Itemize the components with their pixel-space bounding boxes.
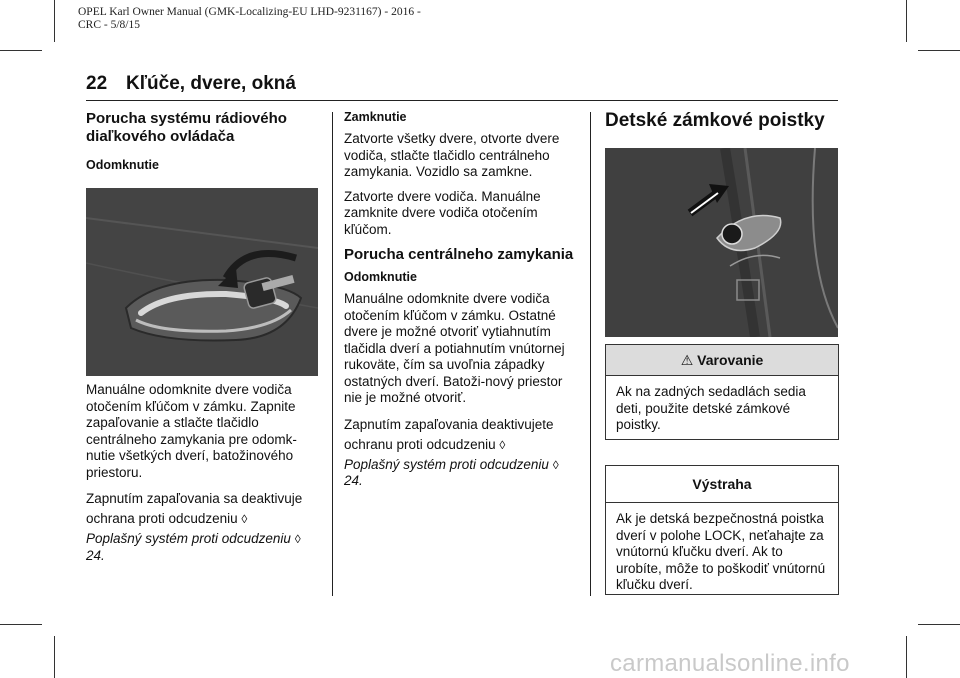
warning-title: Varovanie bbox=[697, 352, 764, 368]
column-divider bbox=[590, 112, 591, 596]
page-reference-icon: ◊ bbox=[294, 532, 301, 546]
child-lock-illustration bbox=[605, 148, 838, 337]
document-metadata bbox=[78, 6, 421, 32]
crop-mark bbox=[0, 624, 42, 625]
paragraph: Zatvorte všetky dvere, otvorte dvere vodiča, stlačte tlačidlo centrálneho zamykania. Vozidlo sa zamkne. bbox=[344, 131, 560, 179]
reference-text: Poplašný systém proti odcudzeniu bbox=[344, 456, 549, 472]
cross-reference-link[interactable] bbox=[86, 531, 322, 564]
paragraph: Manuálne odomknite dvere vodiča otočením kľúčom v zámku. Ostatné dvere je možné otvoriť vytiahnutím tlačidla dverí a potiahnutím vnútornej rukoväte, čím sa uvoľnia západky ostatných dverí. Batoži-nový priestor nie je možné otvoriť. bbox=[344, 291, 565, 405]
caution-box bbox=[605, 465, 839, 595]
reference-page: 24. bbox=[344, 473, 363, 488]
crop-mark bbox=[918, 624, 960, 625]
crop-mark bbox=[54, 0, 55, 42]
warning-text: Ak na zadných sedadlách sedia deti, použite detské zámkové poistky. bbox=[616, 384, 806, 432]
metadata-line: CRC - 5/8/15 bbox=[78, 19, 140, 31]
page-number: 22 bbox=[86, 73, 108, 94]
paragraph-with-reference bbox=[344, 415, 580, 455]
warning-icon: ⚠ bbox=[680, 352, 694, 368]
column-middle bbox=[344, 110, 580, 498]
door-handle-key-illustration bbox=[86, 188, 318, 376]
caution-title: Výstraha bbox=[606, 466, 838, 503]
warning-box bbox=[605, 344, 839, 440]
caution-text: Ak je detská bezpečnostná poistka dverí v polohe LOCK, neťahajte za vnútornú kľučku dverí. Ak to urobíte, môže to poškodiť vnútornú kľučku dverí. bbox=[616, 511, 826, 592]
crop-mark bbox=[918, 50, 960, 51]
subsection-heading: Zamknutie bbox=[344, 110, 407, 124]
section-heading: Porucha systému rádiového diaľkového ovládača bbox=[86, 110, 287, 145]
crop-mark bbox=[54, 636, 55, 678]
paragraph-text: Zapnutím zapaľovania deaktivujete ochranu proti odcudzeniu bbox=[344, 416, 554, 452]
column-divider bbox=[332, 112, 333, 596]
warning-header bbox=[606, 345, 838, 376]
section-title: Kľúče, dvere, okná bbox=[126, 73, 296, 94]
door-handle-image bbox=[86, 188, 318, 376]
page-reference-icon: ◊ bbox=[499, 437, 506, 452]
header-rule bbox=[86, 100, 838, 101]
crop-mark bbox=[0, 50, 42, 51]
reference-text: Poplašný systém proti odcudzeniu bbox=[86, 531, 291, 546]
column-left bbox=[86, 110, 320, 179]
paragraph: Zatvorte dvere vodiča. Manuálne zamknite dvere vodiča otočením kľúčom. bbox=[344, 188, 541, 237]
subsection-heading: Odomknutie bbox=[344, 270, 417, 284]
section-heading: Porucha centrálneho zamykania bbox=[344, 246, 574, 263]
metadata-line: OPEL Karl Owner Manual (GMK-Localizing-EU LHD-9231167) - 2016 - bbox=[78, 6, 421, 18]
paragraph-text: Zapnutím zapaľovania sa deaktivuje ochrana proti odcudzeniu bbox=[86, 491, 303, 526]
page-reference-icon: ◊ bbox=[552, 457, 559, 472]
section-heading: Detské zámkové poistky bbox=[605, 110, 825, 131]
paragraph: Manuálne odomknite dvere vodiča otočením kľúčom v zámku. Zapnite zapaľovanie a stlačte tlačidlo centrálneho zamykania pre odomk-nutie všetkých dverí, batožinového priestoru. bbox=[86, 382, 297, 480]
page-header bbox=[86, 73, 296, 95]
paragraph-with-reference bbox=[86, 489, 322, 529]
column-right bbox=[605, 110, 839, 132]
column-left-lower bbox=[86, 382, 322, 572]
crop-mark bbox=[906, 636, 907, 678]
page-reference-icon: ◊ bbox=[241, 512, 248, 526]
cross-reference-link[interactable] bbox=[344, 457, 580, 490]
reference-page: 24. bbox=[86, 547, 105, 563]
child-lock-image bbox=[605, 148, 838, 337]
watermark: carmanualsonline.info bbox=[610, 650, 850, 677]
subsection-heading: Odomknutie bbox=[86, 158, 159, 172]
crop-mark bbox=[906, 0, 907, 42]
